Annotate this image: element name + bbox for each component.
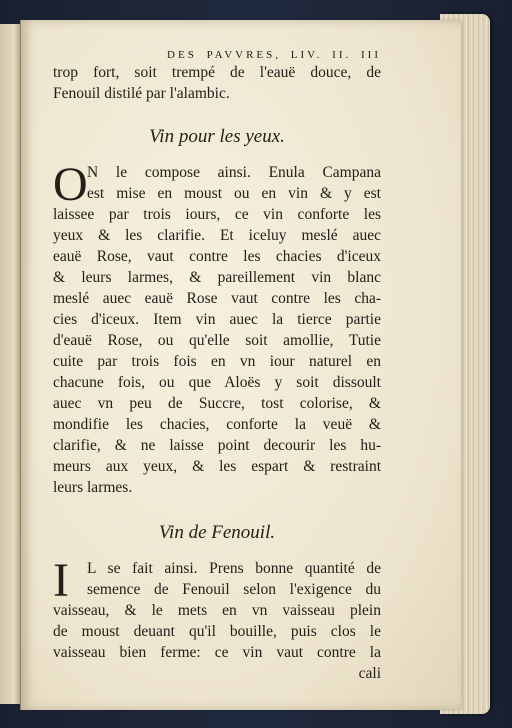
text-line: clarifie, & ne laisse point decourir les hu- [53, 437, 381, 454]
section-heading-vin-pour-les-yeux: Vin pour les yeux. [149, 126, 285, 147]
text-line: d'eauë Rose, ou qu'elle soit amollie, Tutie [53, 332, 381, 349]
text-line: & leurs larmes, & pareillement vin blanc [53, 269, 381, 286]
text-line: eauë Rose, vaut contre les chacies d'iceux [53, 248, 381, 265]
book-page [20, 20, 461, 710]
facing-page-edge [0, 24, 21, 704]
text-line: N le compose ainsi. Enula Campana [87, 164, 381, 181]
text-line: est mise en moust ou en vin & y est [87, 185, 381, 202]
text-line: mondifie les chacies, conforte la veuë & [53, 416, 381, 433]
text-line: semence de Fenouil selon l'exigence du [87, 581, 381, 598]
text-line: laissee par trois iours, ce vin conforte les [53, 206, 381, 223]
catchword: cali [358, 665, 381, 682]
running-head: DES PAVVRES, LIV. II. III [167, 49, 381, 61]
text-line: auec vn peu de Succre, tost colorise, & [53, 395, 381, 412]
text-line: vaisseau, & le mets en vn vaisseau plein [53, 602, 381, 619]
drop-cap-letter: I [53, 554, 69, 607]
text-line: L se fait ainsi. Prens bonne quantité de [87, 560, 381, 577]
drop-cap [53, 158, 89, 211]
paragraph-vin-de-fenouil [53, 554, 381, 663]
drop-cap-letter: O [53, 158, 88, 211]
text-line: cies d'iceux. Item vin auec la tierce partie [53, 311, 381, 328]
text-line: Fenouil distilé par l'alambic. [53, 85, 230, 102]
text-block [53, 48, 381, 684]
text-line: leurs larmes. [53, 479, 133, 496]
text-line: vaisseau bien ferme: ce vin vaut contre la [53, 644, 381, 661]
text-line: meslé auec eauë Rose vaut contre les cha- [53, 290, 381, 307]
text-line: de moust deuant qu'il bouille, puis clos le [53, 623, 381, 640]
text-line: cuite par trois fois en vn iour naturel en [53, 353, 381, 370]
section-heading-vin-de-fenouil: Vin de Fenouil. [158, 522, 276, 543]
text-line: meurs aux yeux, & les espart & restraint [53, 458, 381, 475]
paragraph-vin-pour-les-yeux [53, 158, 381, 498]
text-line: yeux & les clarifie. Et iceluy meslé auec [53, 227, 381, 244]
text-line: chacune fois, ou que Aloës y soit dissoult [53, 374, 381, 391]
drop-cap [53, 554, 89, 607]
text-line: trop fort, soit trempé de l'eauë douce, de [53, 64, 381, 81]
